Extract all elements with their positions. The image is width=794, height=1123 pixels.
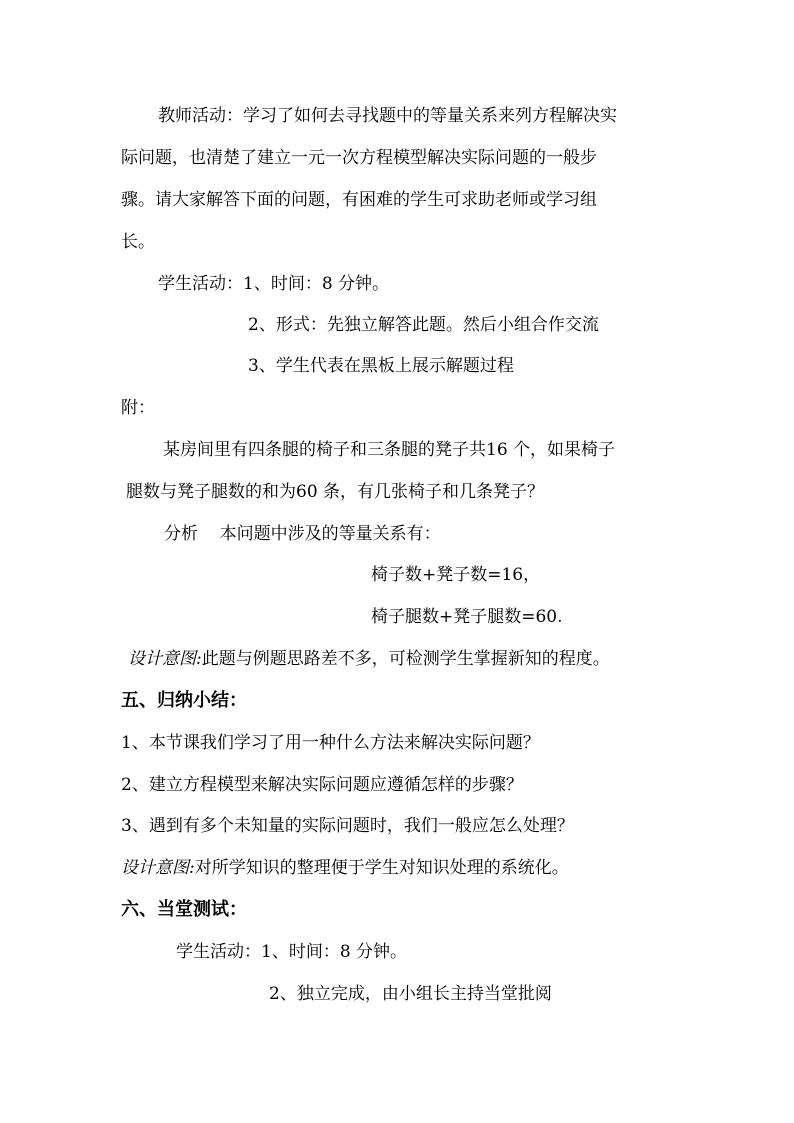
design-intent-label: 设计意图: (128, 649, 202, 669)
teacher-activity-line-3: 骤。请大家解答下面的问题，有困难的学生可求助老师或学习组 (121, 190, 597, 210)
summary-question-1: 1、本节课我们学习了用一种什么方法来解决实际问题？ (121, 733, 540, 753)
design-intent-1 (128, 647, 610, 671)
teacher-activity-line-2: 际问题，也清楚了建立一元一次方程模型解决实际问题的一般步 (121, 148, 597, 168)
student-activity-present: 3、学生代表在黑板上展示解题过程 (248, 356, 514, 376)
summary-question-2: 2、建立方程模型来解决实际问题应遵循怎样的步骤？ (121, 775, 523, 795)
teacher-activity-line-4: 长。 (121, 232, 155, 252)
problem-line-2: 腿数与凳子腿数的和为60 条，有几张椅子和几条凳子？ (126, 482, 545, 502)
section-5-heading: 五、归纳小结： (121, 690, 247, 711)
test-activity-complete: 2、独立完成，由小组长主持当堂批阅 (269, 984, 552, 1004)
student-activity-time: 学生活动：1、时间：8 分钟。 (158, 274, 390, 294)
analysis-line: 分析 本问题中涉及的等量关系有： (164, 524, 441, 544)
test-activity-time: 学生活动：1、时间：8 分钟。 (176, 942, 408, 962)
equation-1: 椅子数+凳子数=16， (371, 565, 541, 585)
equation-2: 椅子腿数+凳子腿数=60. (371, 607, 563, 627)
design-intent-text: 此题与例题思路差不多，可检测学生掌握新知的程度。 (201, 649, 610, 669)
section-6-heading: 六、当堂测试： (121, 899, 247, 920)
appendix-label: 附： (121, 398, 155, 418)
student-activity-form: 2、形式：先独立解答此题。然后小组合作交流 (248, 315, 599, 335)
design-intent-2 (121, 856, 569, 880)
design-intent-label: 设计意图: (121, 858, 195, 878)
design-intent-text: 对所学知识的整理便于学生对知识处理的系统化。 (194, 858, 569, 878)
teacher-activity-line-1: 教师活动：学习了如何去寻找题中的等量关系来列方程解决实 (158, 106, 617, 126)
problem-line-1: 某房间里有四条腿的椅子和三条腿的凳子共16 个，如果椅子 (163, 440, 616, 460)
summary-question-3: 3、遇到有多个未知量的实际问题时，我们一般应怎么处理？ (121, 816, 574, 836)
